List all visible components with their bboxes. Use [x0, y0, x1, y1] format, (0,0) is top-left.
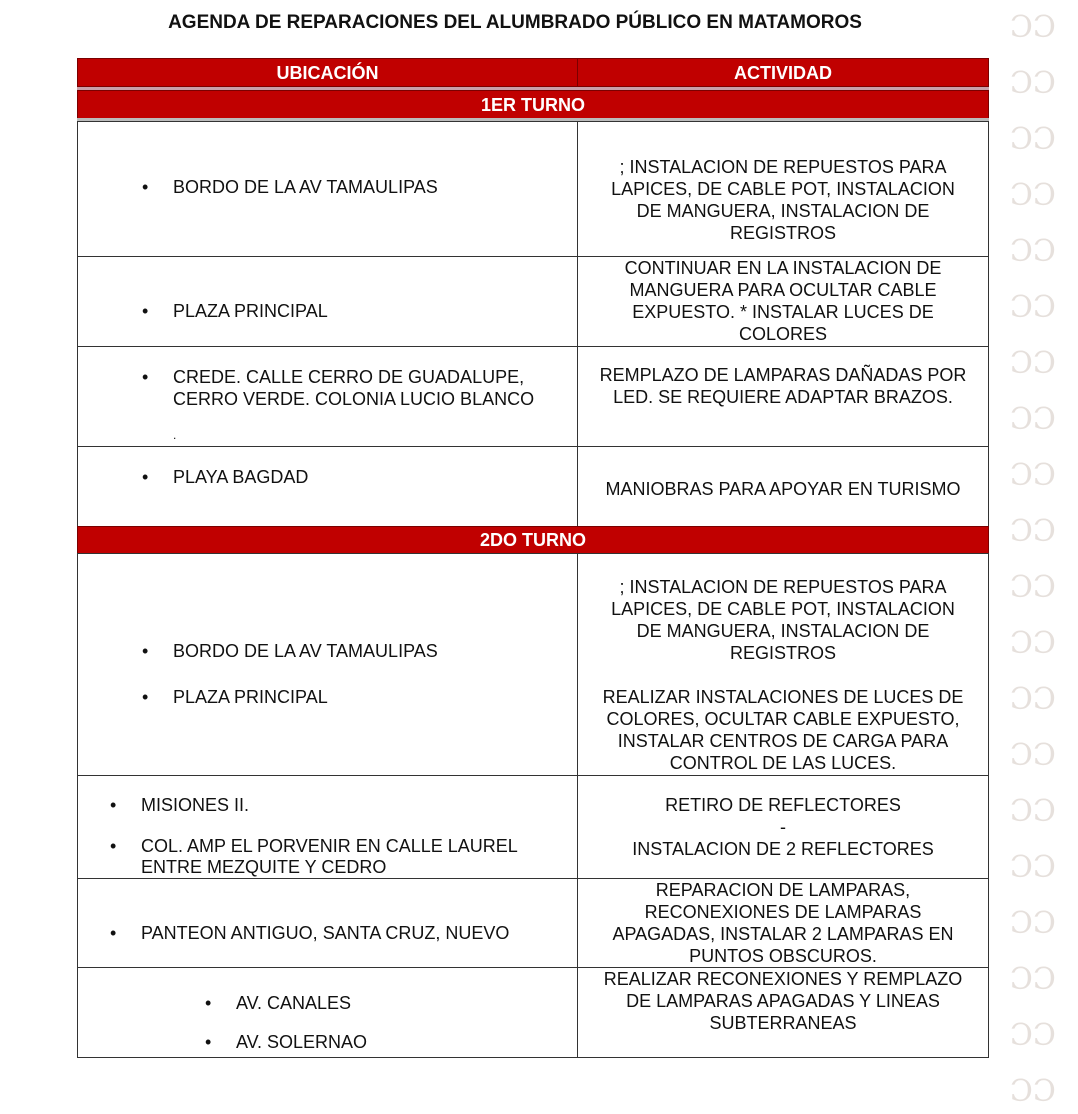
- actividad-text: DE MANGUERA, INSTALACION DE: [636, 621, 930, 641]
- header-actividad: ACTIVIDAD: [577, 58, 989, 87]
- actividad-text: LAPICES, DE CABLE POT, INSTALACION: [611, 599, 955, 619]
- bullet-icon: •: [205, 1032, 212, 1052]
- actividad-text: EXPUESTO. * INSTALAR LUCES DE: [632, 302, 934, 322]
- ubicacion-text: ENTRE MEZQUITE Y CEDRO: [141, 857, 387, 877]
- section-1er-turno: 1ER TURNO: [77, 90, 989, 119]
- ubicacion-text: PANTEON ANTIGUO, SANTA CRUZ, NUEVO: [141, 923, 510, 943]
- actividad-text: SUBTERRANEAS: [709, 1013, 857, 1033]
- actividad-text: COLORES: [738, 324, 828, 344]
- actividad-text: RETIRO DE REFLECTORES: [665, 795, 901, 815]
- actividad-text: -: [780, 817, 786, 837]
- ubicacion-text: CREDE. CALLE CERRO DE GUADALUPE,: [173, 367, 525, 387]
- table-cell: [77, 553, 578, 776]
- actividad-text: CONTROL DE LAS LUCES.: [669, 753, 897, 773]
- watermark-pattern: ƆƆ ƆƆ ƆƆ ƆƆ ƆƆ ƆƆ ƆƆ ƆƆ ƆƆ ƆƆ ƆƆ ƆƆ ƆƆ ƆƆ ƆƆ ƆƆ ƆƆ ƆƆ ƆƆ ƆƆ: [1010, 10, 1056, 1109]
- bullet-icon: •: [110, 923, 117, 943]
- actividad-text: APAGADAS, INSTALAR 2 LAMPARAS EN: [612, 924, 954, 944]
- stray-period: .: [173, 428, 177, 442]
- actividad-text: COLORES, OCULTAR CABLE EXPUESTO,: [606, 709, 960, 729]
- actividad-text: REGISTROS: [729, 643, 836, 663]
- actividad-text: LAPICES, DE CABLE POT, INSTALACION: [611, 179, 955, 199]
- actividad-text: REALIZAR INSTALACIONES DE LUCES DE: [602, 687, 964, 707]
- actividad-text: REGISTROS: [729, 223, 836, 243]
- actividad-text: DE LAMPARAS APAGADAS Y LINEAS: [626, 991, 940, 1011]
- ubicacion-text: AV. SOLERNAO: [236, 1032, 368, 1052]
- actividad-text: DE MANGUERA, INSTALACION DE: [636, 201, 930, 221]
- ubicacion-text: PLAZA PRINCIPAL: [173, 687, 328, 707]
- actividad-text: INSTALAR CENTROS DE CARGA PARA: [617, 731, 949, 751]
- header-ubicacion: UBICACIÓN: [77, 58, 578, 87]
- actividad-text: REMPLAZO DE LAMPARAS DAÑADAS POR: [599, 365, 967, 385]
- ubicacion-text: PLAZA PRINCIPAL: [173, 301, 328, 321]
- actividad-text: REPARACION DE LAMPARAS,: [655, 880, 911, 900]
- document-title: AGENDA DE REPARACIONES DEL ALUMBRADO PÚBLICO EN MATAMOROS: [168, 12, 862, 33]
- actividad-text: CONTINUAR EN LA INSTALACION DE: [624, 258, 942, 278]
- bullet-icon: •: [142, 641, 149, 661]
- bullet-icon: •: [142, 177, 149, 197]
- actividad-text: PUNTOS OBSCUROS.: [689, 946, 877, 966]
- actividad-text: REALIZAR RECONEXIONES Y REMPLAZO: [603, 969, 963, 989]
- actividad-text: RECONEXIONES DE LAMPARAS: [644, 902, 922, 922]
- ubicacion-text: AV. CANALES: [236, 993, 352, 1013]
- ubicacion-text: BORDO DE LA AV TAMAULIPAS: [173, 177, 438, 197]
- actividad-text: INSTALACION DE 2 REFLECTORES: [632, 839, 934, 859]
- bullet-icon: •: [110, 836, 117, 856]
- actividad-text: LED. SE REQUIERE ADAPTAR BRAZOS.: [613, 387, 953, 407]
- bullet-icon: •: [142, 367, 149, 387]
- ubicacion-text: CERRO VERDE. COLONIA LUCIO BLANCO: [173, 389, 535, 409]
- bullet-icon: •: [205, 993, 212, 1013]
- table-cell: [77, 446, 578, 527]
- ubicacion-text: COL. AMP EL PORVENIR EN CALLE LAUREL: [141, 836, 518, 856]
- actividad-text: MANIOBRAS PARA APOYAR EN TURISMO: [605, 479, 961, 499]
- actividad-text: MANGUERA PARA OCULTAR CABLE: [629, 280, 937, 300]
- bullet-icon: •: [142, 467, 149, 487]
- ubicacion-text: BORDO DE LA AV TAMAULIPAS: [173, 641, 438, 661]
- bullet-icon: •: [142, 687, 149, 707]
- bullet-icon: •: [110, 795, 117, 815]
- ubicacion-text: PLAYA BAGDAD: [173, 467, 309, 487]
- bullet-icon: •: [142, 301, 149, 321]
- actividad-text: ; INSTALACION DE REPUESTOS PARA: [619, 157, 947, 177]
- section-2do-turno: 2DO TURNO: [77, 526, 989, 554]
- actividad-text: ; INSTALACION DE REPUESTOS PARA: [619, 577, 947, 597]
- ubicacion-text: MISIONES II.: [141, 795, 250, 815]
